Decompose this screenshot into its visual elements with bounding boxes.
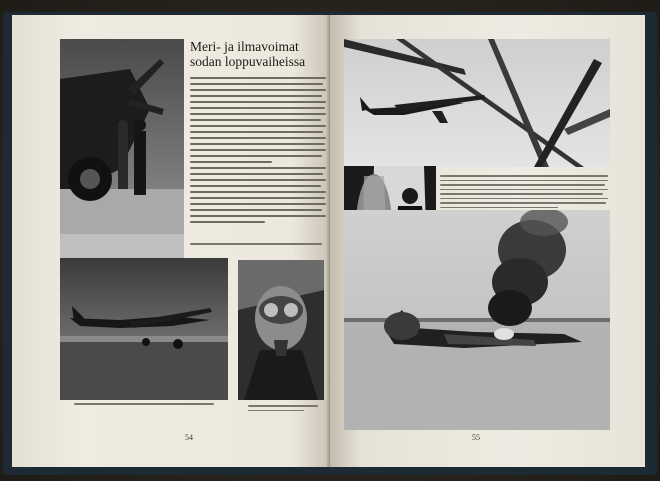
right-page <box>330 15 645 467</box>
article-body-text <box>190 77 326 237</box>
photo-aircraft-in-flight <box>344 39 610 167</box>
page-number-right: 55 <box>472 433 480 442</box>
left-page <box>12 15 330 467</box>
photo-fighter-airfield <box>60 258 228 400</box>
photo-mechanics-aircraft <box>60 39 184 263</box>
photo-pilot-portrait <box>238 260 324 400</box>
caption-fighter <box>74 403 214 408</box>
caption-right-top <box>440 175 608 211</box>
photo-burning-aircraft <box>344 210 610 430</box>
page-number-left: 54 <box>185 433 193 442</box>
caption-pilot <box>248 405 318 414</box>
caption-mechanics <box>190 243 322 248</box>
article-title: Meri- ja ilmavoimat sodan loppuvaiheissa <box>190 39 306 69</box>
